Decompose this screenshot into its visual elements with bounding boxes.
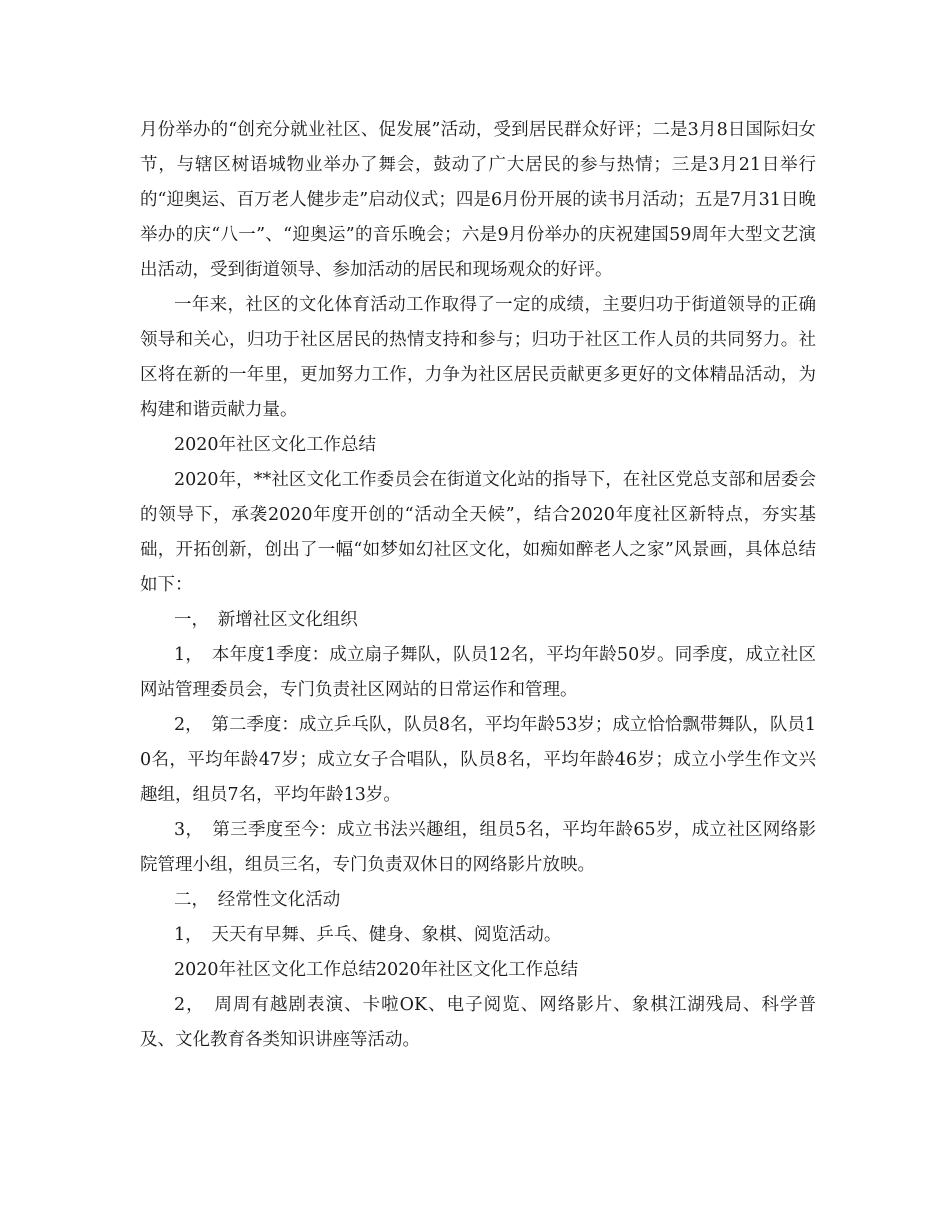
list-item-q3: 3， 第三季度至今：成立书法兴趣组，组员5名，平均年龄65岁，成立社区网络影院管理小组，组员三名，专门负责双休日的网络影片放映。 [140, 820, 816, 875]
document-body [140, 113, 816, 1058]
list-item-q1: 1， 本年度1季度：成立扇子舞队，队员12名，平均年龄50岁。同季度，成立社区网站管理委员会，专门负责社区网站的日常运作和管理。 [140, 645, 816, 700]
list-item-q2: 2， 第二季度：成立乒乓队，队员8名，平均年龄53岁；成立恰恰飘带舞队，队员10名，平均年龄47岁；成立女子合唱队，队员8名，平均年龄46岁；成立小学生作文兴趣组，组员7名，平均年龄13岁。 [140, 715, 816, 805]
paragraph-year-summary: 一年来，社区的文化体育活动工作取得了一定的成绩，主要归功于街道领导的正确领导和关心，归功于社区居民的热情支持和参与；归功于社区工作人员的共同努力。社区将在新的一年里，更加努力工作，力争为社区居民贡献更多更好的文体精品活动，为构建和谐贡献力量。 [140, 295, 816, 420]
paragraph-activities-list: 月份举办的“创充分就业社区、促发展”活动，受到居民群众好评；二是3月8日国际妇女节，与辖区树语城物业举办了舞会，鼓动了广大居民的参与热情；三是3月21日举行的“迎奥运、百万老人健步走”启动仪式；四是6月份开展的读书月活动；五是7月31日晚举办的庆“八一”、“迎奥运”的音乐晚会；六是9月份举办的庆祝建国59周年大型文艺演出活动，受到街道领导、参加活动的居民和现场观众的好评。 [140, 120, 816, 280]
section-title: 2020年社区文化工作总结 [174, 435, 377, 455]
repeated-title-line: 2020年社区文化工作总结2020年社区文化工作总结 [174, 960, 579, 980]
list-item-daily: 1， 天天有早舞、乒乓、健身、象棋、阅览活动。 [174, 925, 562, 945]
heading-new-organizations: 一， 新增社区文化组织 [174, 610, 358, 630]
heading-regular-activities: 二， 经常性文化活动 [174, 890, 341, 910]
paragraph-intro: 2020年，**社区文化工作委员会在街道文化站的指导下，在社区党总支部和居委会的领导下，承袭2020年度开创的“活动全天候”，结合2020年度社区新特点，夯实基础，开拓创新，创出了一幅“如梦如幻社区文化，如痴如醉老人之家”风景画，具体总结如下： [140, 470, 816, 595]
list-item-weekly: 2， 周周有越剧表演、卡啦OK、电子阅览、网络影片、象棋江湖残局、科学普及、文化教育各类知识讲座等活动。 [140, 995, 816, 1050]
